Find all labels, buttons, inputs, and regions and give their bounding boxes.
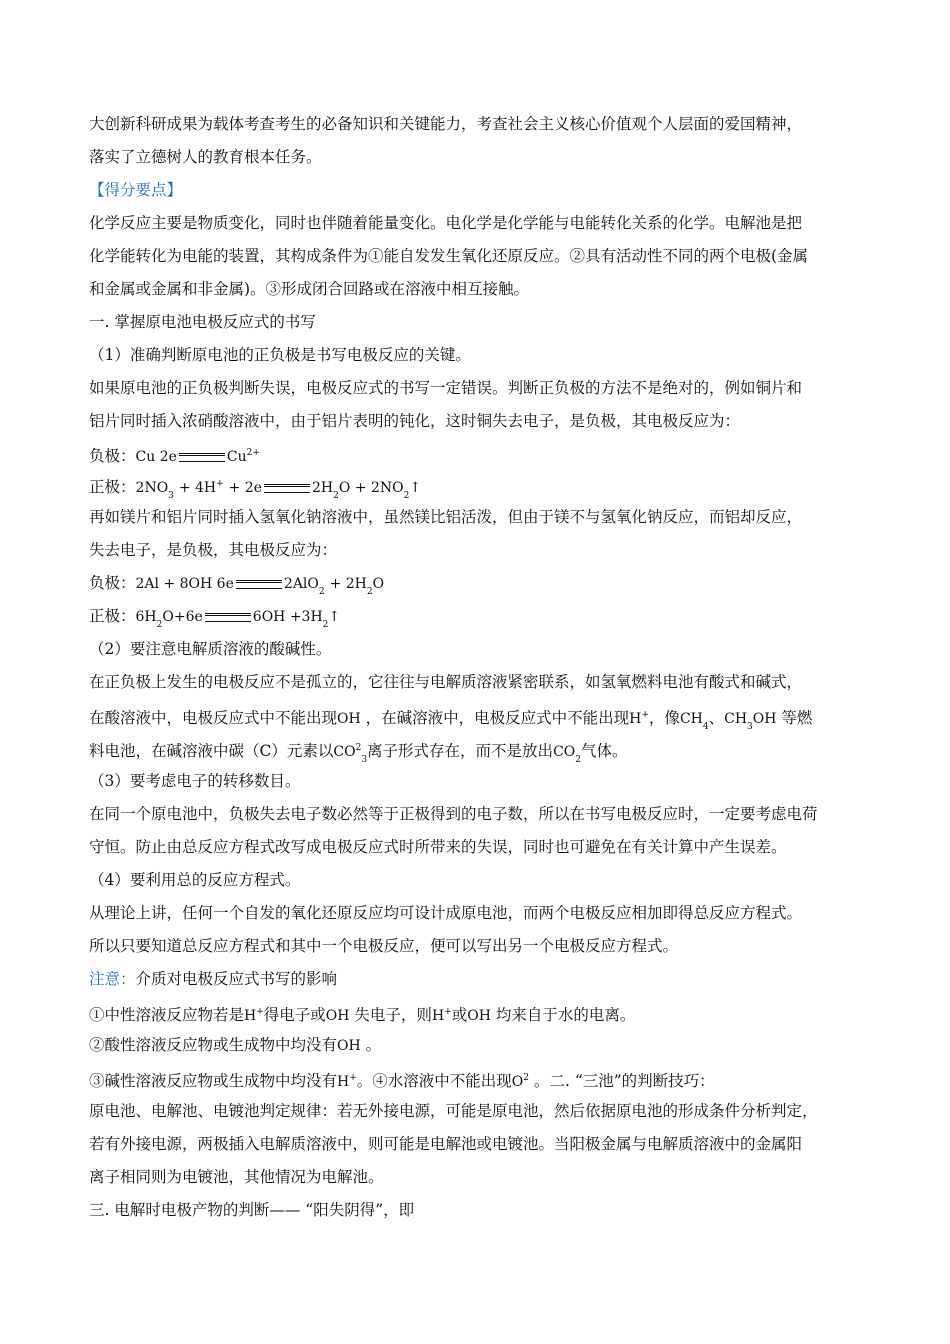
equals-sign-icon	[236, 580, 282, 589]
note-label: 注意：	[89, 970, 136, 988]
note-item-1: ①中性溶液反应物若是H+得电子或OH 失电子，则H+或OH 均来自于水的电离。	[89, 1006, 636, 1024]
main-line-1: 化学反应主要是物质变化，同时也伴随着能量变化。电化学是化学能与电能转化关系的化学。电解池是把	[89, 214, 803, 232]
equation-1: 负极：Cu 2e $Cu^{2+}$	[89, 447, 260, 465]
section-heading: 【得分要点】	[89, 181, 183, 199]
equals-sign-icon	[205, 613, 251, 622]
point-4-title: （4）要利用总的反应方程式。	[89, 871, 301, 889]
intro-line-2: 落实了立德树人的教育根本任务。	[89, 148, 322, 166]
point-3-line-1: 在同一个原电池中，负极失去电子数必然等于正极得到的电子数，所以在书写电极反应时，一定要考虑电荷	[89, 805, 818, 823]
point-1-line-4: 失去电子，是负极，其电极反应为：	[89, 541, 338, 559]
heading-1: 一. 掌握原电池电极反应式的书写	[89, 313, 316, 331]
point-1-line-2: 铝片同时插入浓硝酸溶液中，由于铝片表明的钝化，这时铜失去电子，是负极，其电极反应为：	[89, 412, 741, 430]
intro-line-1: 大创新科研成果为载体考查考生的必备知识和关键能力，考查社会主义核心价值观个人层面的爱国精神，	[89, 115, 803, 133]
heading-3: 三. 电解时电极产物的判断—— “阳失阴得”，即	[89, 1201, 415, 1219]
note-item-3: ③碱性溶液反应物或生成物中均没有H+。④水溶液中不能出现$O^2$ 。二. “三池”的判断技巧：	[89, 1072, 715, 1090]
point-3-title: （3）要考虑电子的转移数目。	[89, 772, 301, 790]
note-item-2: ②酸性溶液反应物或生成物中均没有OH 。	[89, 1036, 382, 1054]
note-line: 注意：介质对电极反应式书写的影响	[89, 970, 338, 988]
point-1-title: （1）准确判断原电池的正负极是书写电极反应的关键。	[89, 346, 471, 364]
point-2-line-3: 料电池，在碱溶液中碳（C）元素以$CO^2_3$离子形式存在，而不是放出$CO_2$气体。	[89, 742, 628, 765]
point-3-line-2: 守恒。防止由总反应方程式改写成电极反应式时所带来的失误，同时也可避免在有关计算中产生误差。	[89, 838, 787, 856]
equation-2: 正极：$2NO_3 + 4H^+ + 2e$ $2H_2O$ + $2NO_2↑$	[89, 478, 422, 501]
section-2-line-1: 原电池、电解池、电镀池判定规律：若无外接电源，可能是原电池，然后依据原电池的形成条件分析判定，	[89, 1102, 818, 1120]
point-2-line-1: 在正负极上发生的电极反应不是孤立的，它往往与电解质溶液紧密联系，如氢氧燃料电池有酸式和碱式，	[89, 673, 803, 691]
equation-4: 正极：$6H_2O+6e$ $6OH +3H_2↑$	[89, 607, 341, 630]
gas-arrow-icon: ↑	[328, 609, 341, 625]
section-2-line-3: 离子相同则为电镀池，其他情况为电解池。	[89, 1168, 384, 1186]
equals-sign-icon	[264, 484, 310, 493]
point-1-line-1: 如果原电池的正负极判断失误，电极反应式的书写一定错误。判断正负极的方法不是绝对的，例如铜片和	[89, 379, 803, 397]
equation-3: 负极：2Al + 8OH 6e $2AlO_2 + 2H_2O$	[89, 574, 385, 597]
main-line-3: 和金属或金属和非金属)。③形成闭合回路或在溶液中相互接触。	[89, 280, 530, 298]
point-2-title: （2）要注意电解质溶液的酸碱性。	[89, 640, 332, 658]
equals-sign-icon	[179, 453, 225, 462]
point-4-line-1: 从理论上讲，任何一个自发的氧化还原反应均可设计成原电池，而两个电极反应相加即得总反应方程式。	[89, 904, 803, 922]
gas-arrow-icon: ↑	[409, 480, 422, 496]
document-body	[89, 108, 879, 1227]
section-2-line-2: 若有外接电源，两极插入电解质溶液中，则可能是电解池或电镀池。当阳极金属与电解质溶液中的金属阳	[89, 1135, 803, 1153]
main-line-2: 化学能转化为电能的装置，其构成条件为①能自发发生氧化还原反应。②具有活动性不同的两个电极(金属	[89, 247, 809, 265]
point-2-line-2: 在酸溶液中，电极反应式中不能出现OH ，在碱溶液中，电极反应式中不能出现H+，像$CH_4$、$CH_3OH$ 等燃	[89, 709, 813, 732]
point-4-line-2: 所以只要知道总反应方程式和其中一个电极反应，便可以写出另一个电极反应方程式。	[89, 937, 679, 955]
point-1-line-3: 再如镁片和铝片同时插入氢氧化钠溶液中，虽然镁比铝活泼，但由于镁不与氢氧化钠反应，而铝却反应，	[89, 508, 803, 526]
